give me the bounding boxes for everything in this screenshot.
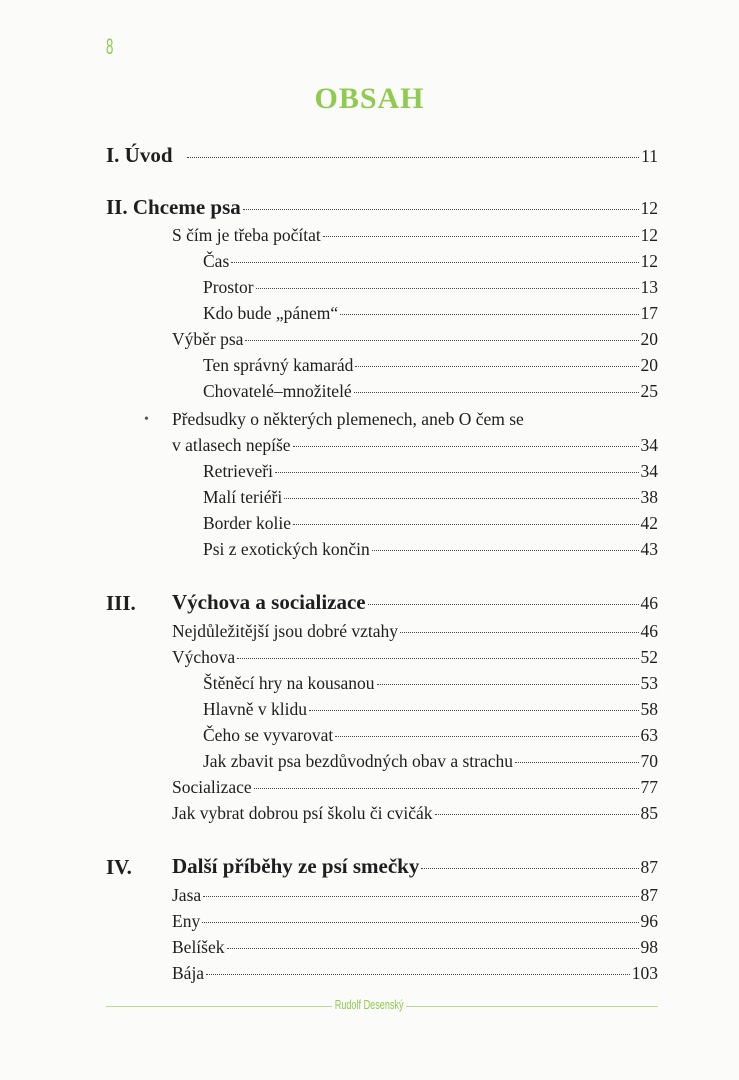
toc-entry <box>203 354 658 376</box>
toc-page-number: 70 <box>640 751 658 771</box>
dot-leader <box>187 156 640 158</box>
toc-page-number: 12 <box>640 251 658 271</box>
bullet-mark: • <box>144 412 149 427</box>
dot-leader <box>355 365 638 367</box>
toc-entry-label: Malí teriéři <box>203 487 283 507</box>
toc-chapter-3 <box>172 591 658 614</box>
toc-entry <box>203 538 658 560</box>
toc-chapter-number: III. <box>106 591 136 615</box>
toc-entry-label: Border kolie <box>203 513 291 533</box>
dot-leader <box>231 261 638 263</box>
dot-leader <box>372 549 639 551</box>
dot-leader <box>206 973 630 975</box>
toc-entry-label: Ten správný kamarád <box>203 355 354 375</box>
toc-entry-label: Výběr psa <box>172 329 244 349</box>
toc-page-number: 34 <box>640 435 658 455</box>
toc-entry-label: Jak vybrat dobrou psí školu či cvičák <box>172 803 433 823</box>
toc-entry <box>203 460 658 482</box>
toc-entry <box>203 276 658 298</box>
toc-page-number: 53 <box>640 673 658 693</box>
toc-entry-label: v atlasech nepíše <box>172 435 291 455</box>
toc-entry-label: Čas <box>203 251 230 271</box>
toc-entry <box>203 380 658 402</box>
page-number: 8 <box>106 34 114 59</box>
toc-entry-label: Psi z exotických končin <box>203 539 370 559</box>
dot-leader <box>237 657 638 659</box>
toc-page-number: 20 <box>640 355 658 375</box>
toc-page-number: 87 <box>640 857 658 877</box>
toc-chapter-number: IV. <box>106 855 132 879</box>
footer-author <box>0 997 739 1012</box>
toc-page-number: 103 <box>631 963 658 983</box>
toc-entry <box>172 776 658 798</box>
toc-page-number: 12 <box>640 225 658 245</box>
dot-leader <box>254 787 639 789</box>
toc-entry-label: Štěněcí hry na kousanou <box>203 673 375 693</box>
toc-entry-label: Prostor <box>203 277 254 297</box>
toc-entry <box>203 698 658 720</box>
dot-leader <box>335 735 638 737</box>
toc-page-number: 63 <box>640 725 658 745</box>
toc-entry <box>203 486 658 508</box>
toc-entry <box>203 750 658 772</box>
dot-leader <box>435 813 639 815</box>
toc-entry-label: Socializace <box>172 777 252 797</box>
toc-entry <box>172 620 658 642</box>
toc-page-number: 98 <box>640 937 658 957</box>
toc-page-number: 12 <box>640 198 658 218</box>
toc-page-number: 42 <box>640 513 658 533</box>
toc-entry <box>203 250 658 272</box>
toc-page-number: 85 <box>640 803 658 823</box>
toc-entry <box>172 910 658 932</box>
toc-entry-label: Jasa <box>172 885 202 905</box>
toc-entry <box>203 302 658 324</box>
toc-entry-label: Výchova <box>172 647 236 667</box>
toc-page-number: 25 <box>640 381 658 401</box>
toc-page-number: 87 <box>640 885 658 905</box>
toc-chapter-label: I. Úvod <box>106 143 173 167</box>
dot-leader <box>400 631 639 633</box>
toc-page-number: 52 <box>640 647 658 667</box>
toc-chapter-4 <box>172 855 658 878</box>
toc-chapter-label: Výchova a socializace <box>172 590 366 614</box>
toc-entry <box>172 962 658 984</box>
toc-entry <box>203 724 658 746</box>
dot-leader <box>354 391 639 393</box>
dot-leader <box>227 947 639 949</box>
toc-page-number: 11 <box>641 146 658 166</box>
dot-leader <box>275 471 639 473</box>
dot-leader <box>377 683 639 685</box>
toc-page-number: 77 <box>640 777 658 797</box>
toc-entry-label: Bája <box>172 963 205 983</box>
dot-leader <box>245 339 638 341</box>
toc-page-number: 38 <box>640 487 658 507</box>
dot-leader <box>421 867 638 869</box>
toc-entry <box>172 884 658 906</box>
dot-leader <box>293 445 639 447</box>
toc-page-number: 96 <box>640 911 658 931</box>
dot-leader <box>243 208 639 210</box>
toc-page-number: 46 <box>640 621 658 641</box>
dot-leader <box>203 895 638 897</box>
toc-entry <box>203 672 658 694</box>
toc-entry-label: Chovatelé–množitelé <box>203 381 352 401</box>
dot-leader <box>202 921 638 923</box>
toc-entry-label: Nejdůležitější jsou dobré vztahy <box>172 621 398 641</box>
toc-page-number: 20 <box>640 329 658 349</box>
toc-entry-label: Jak zbavit psa bezdůvodných obav a strachu <box>203 751 514 771</box>
toc-entry-label: Eny <box>172 911 201 931</box>
dot-leader <box>323 235 639 237</box>
toc-page-number: 58 <box>640 699 658 719</box>
toc-entry-label: Belíšek <box>172 937 225 957</box>
toc-page-number: 34 <box>640 461 658 481</box>
dot-leader <box>309 709 638 711</box>
toc-entry <box>172 224 658 246</box>
dot-leader <box>293 523 639 525</box>
toc-page-number: 43 <box>640 539 658 559</box>
toc-entry-label: Čeho se vyvarovat <box>203 725 334 745</box>
page-title: OBSAH <box>314 82 425 115</box>
toc-entry-label: Předsudky o některých plemenech, aneb O čem se <box>172 409 524 429</box>
toc-page-number: 17 <box>640 303 658 323</box>
toc-page-number: 46 <box>640 593 658 613</box>
toc-page-number: 13 <box>640 277 658 297</box>
dot-leader <box>368 603 639 605</box>
toc-entry-label: Retrieveři <box>203 461 273 481</box>
toc-chapter-1 <box>106 144 658 167</box>
dot-leader <box>340 313 638 315</box>
footer-author-text: Rudolf Desenský <box>332 997 406 1012</box>
toc-chapter-label: Další příběhy ze psí smečky <box>172 854 420 878</box>
toc-entry <box>172 434 658 456</box>
toc-entry <box>172 936 658 958</box>
toc-entry <box>203 512 658 534</box>
dot-leader <box>515 761 638 763</box>
toc-entry-label: S čím je třeba počítat <box>172 225 321 245</box>
dot-leader <box>284 497 638 499</box>
toc-entry-label: Kdo bude „pánem“ <box>203 303 339 323</box>
toc-chapter-2 <box>106 196 658 219</box>
toc-entry-label: Hlavně v klidu <box>203 699 308 719</box>
toc-entry <box>172 646 658 668</box>
toc-entry <box>172 328 658 350</box>
dot-leader <box>256 287 639 289</box>
toc-chapter-label: II. Chceme psa <box>106 195 241 219</box>
toc-entry <box>172 802 658 824</box>
